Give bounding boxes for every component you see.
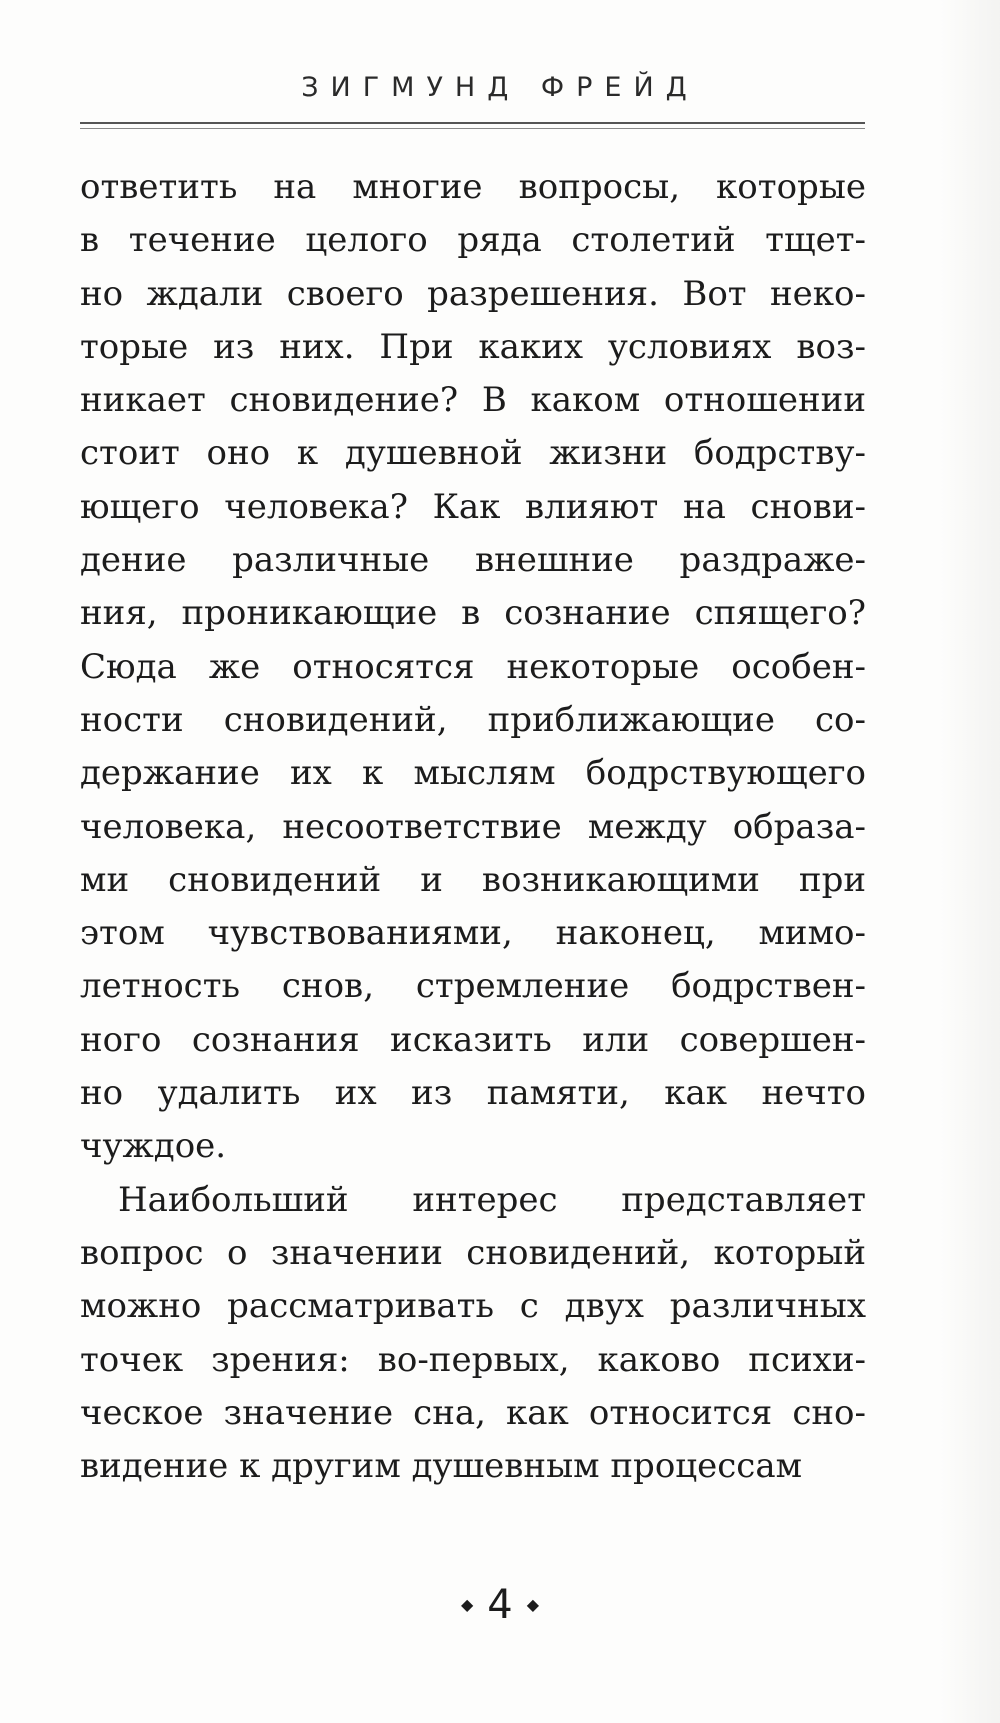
diamond-ornament-icon: ◆ <box>460 1594 474 1614</box>
text-line: никает сновидение? В каком отношении <box>80 380 866 421</box>
text-line: ного сознания исказить или совершен- <box>80 1019 866 1060</box>
text-line: чуждое. <box>80 1126 227 1167</box>
text-line: ческое значение сна, как относится сно- <box>80 1392 866 1433</box>
text-line: дение различные внешние раздраже- <box>80 540 866 581</box>
text-line: но ждали своего разрешения. Вот неко- <box>80 273 866 314</box>
text-line: точек зрения: во-первых, каково психи- <box>80 1339 866 1380</box>
text-line: ности сновидений, приближающие со- <box>80 699 866 740</box>
text-line: ми сновидений и возникающими при <box>80 859 866 900</box>
running-head: ЗИГМУНД ФРЕЙД <box>301 72 699 103</box>
paragraph <box>80 1174 866 1494</box>
diamond-ornament-icon: ◆ <box>526 1594 540 1614</box>
body-text <box>80 161 866 1493</box>
text-line: ния, проникающие в сознание спящего? <box>80 593 866 634</box>
text-line: можно рассматривать с двух различных <box>80 1286 866 1327</box>
paragraph <box>80 161 866 1174</box>
text-line: Сюда же относятся некоторые особен- <box>80 646 866 687</box>
text-line: держание их к мыслям бодрствующего <box>80 753 866 794</box>
text-line: торые из них. При каких условиях воз- <box>80 326 866 367</box>
text-line: этом чувствованиями, наконец, мимо- <box>80 913 866 954</box>
text-line: видение к другим душевным процессам <box>80 1446 803 1487</box>
header-rule <box>80 122 865 132</box>
text-line: стоит оно к душевной жизни бодрству- <box>80 433 866 474</box>
text-line: ющего человека? Как влияют на снови- <box>80 486 866 527</box>
page-edge-shadow <box>940 0 1000 1723</box>
page-number: 4 <box>487 1582 513 1628</box>
text-line: ответить на многие вопросы, которые <box>80 167 866 207</box>
text-line: вопрос о значении сновидений, который <box>80 1232 866 1273</box>
page-footer <box>0 1582 1000 1628</box>
text-line: летность снов, стремление бодрствен- <box>80 966 866 1007</box>
text-line: в течение целого ряда столетий тщет- <box>80 220 866 261</box>
text-line: Наибольший интерес представляет <box>118 1179 866 1220</box>
text-line: но удалить их из памяти, как нечто <box>80 1073 866 1114</box>
text-line: человека, несоответствие между образа- <box>80 806 866 847</box>
